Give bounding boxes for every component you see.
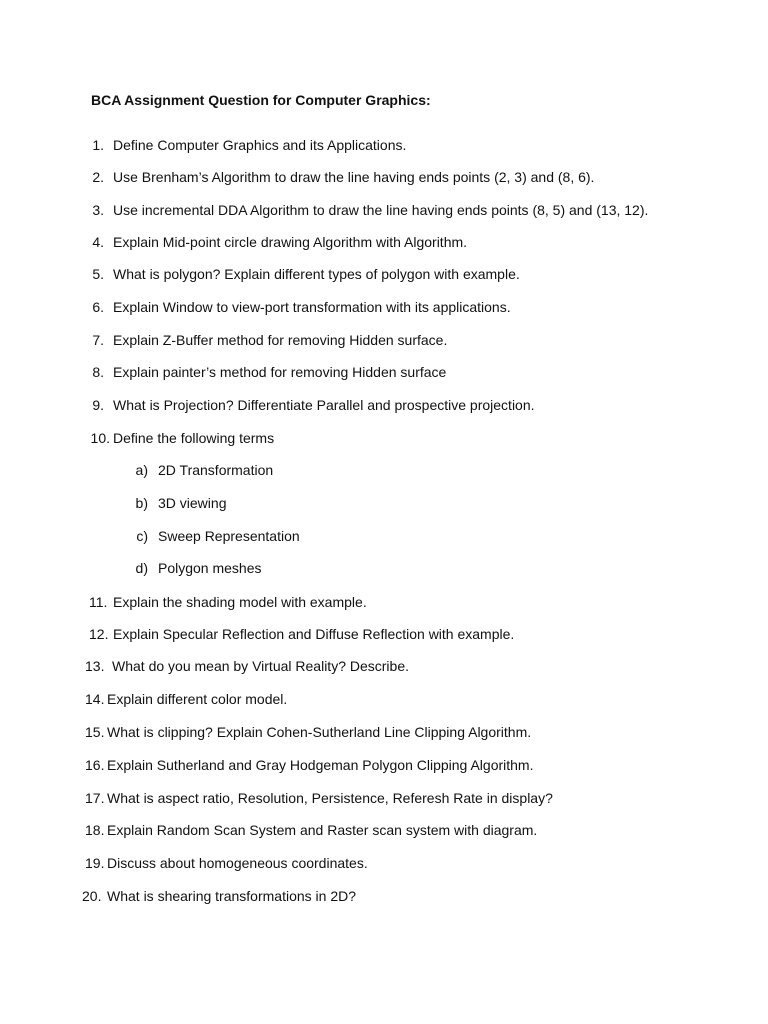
sub-item-label: d)	[135, 560, 148, 576]
question-text: Explain different color model.	[107, 691, 288, 707]
question-text: What is shearing transformations in 2D?	[107, 888, 356, 904]
question-text: What do you mean by Virtual Reality? Describe.	[112, 658, 409, 674]
question-text: What is clipping? Explain Cohen-Sutherland Line Clipping Algorithm.	[107, 724, 532, 740]
question-number: 14.	[85, 691, 105, 707]
question-text: What is Projection? Differentiate Parallel and prospective projection.	[113, 397, 535, 413]
question-number: 6.	[92, 299, 104, 315]
question-number: 11.	[89, 594, 108, 610]
question-text: Define Computer Graphics and its Applications.	[113, 137, 407, 153]
question-text: What is polygon? Explain different types of polygon with example.	[113, 266, 520, 282]
question-number: 3.	[92, 202, 104, 218]
question-number: 9.	[92, 397, 104, 413]
question-text: Explain Sutherland and Gray Hodgeman Polygon Clipping Algorithm.	[107, 757, 534, 773]
question-number: 5.	[92, 266, 104, 282]
question-text: Use Brenham’s Algorithm to draw the line having ends points (2, 3) and (8, 6).	[113, 169, 595, 185]
question-number: 12.	[89, 626, 109, 642]
question-text: Explain Specular Reflection and Diffuse Reflection with example.	[113, 626, 515, 642]
question-number: 7.	[92, 332, 104, 348]
question-number: 15.	[85, 724, 105, 740]
sub-item-label: b)	[135, 495, 148, 511]
question-text: What is aspect ratio, Resolution, Persistence, Referesh Rate in display?	[107, 790, 553, 806]
page-title: BCA Assignment Question for Computer Graphics:	[91, 92, 431, 108]
question-number: 10.	[90, 430, 110, 446]
question-number: 13.	[85, 658, 105, 674]
question-text: Explain painter’s method for removing Hidden surface	[113, 364, 447, 380]
sub-item-label: c)	[136, 528, 148, 544]
question-text: Discuss about homogeneous coordinates.	[107, 855, 368, 871]
sub-item-label: a)	[135, 462, 148, 478]
question-number: 17.	[85, 790, 105, 806]
question-number: 18.	[85, 822, 105, 838]
question-number: 20.	[82, 888, 102, 904]
sub-item-text: 3D viewing	[158, 495, 227, 511]
question-text: Explain Random Scan System and Raster scan system with diagram.	[107, 822, 538, 838]
question-text: Explain Z-Buffer method for removing Hidden surface.	[113, 332, 448, 348]
question-text: Explain Mid-point circle drawing Algorithm with Algorithm.	[113, 234, 468, 250]
sub-item-text: Polygon meshes	[158, 560, 262, 576]
question-text: Define the following terms	[113, 430, 275, 446]
question-number: 8.	[92, 364, 104, 380]
question-text: Explain the shading model with example.	[113, 594, 367, 610]
sub-item-text: 2D Transformation	[158, 462, 274, 478]
question-number: 19.	[85, 855, 105, 871]
question-text: Use incremental DDA Algorithm to draw the line having ends points (8, 5) and (13, 12).	[113, 202, 649, 218]
question-number: 16.	[85, 757, 105, 773]
question-number: 1.	[92, 137, 104, 153]
question-number: 4.	[92, 234, 104, 250]
sub-item-text: Sweep Representation	[158, 528, 300, 544]
question-text: Explain Window to view-port transformation with its applications.	[113, 299, 511, 315]
question-number: 2.	[92, 169, 104, 185]
